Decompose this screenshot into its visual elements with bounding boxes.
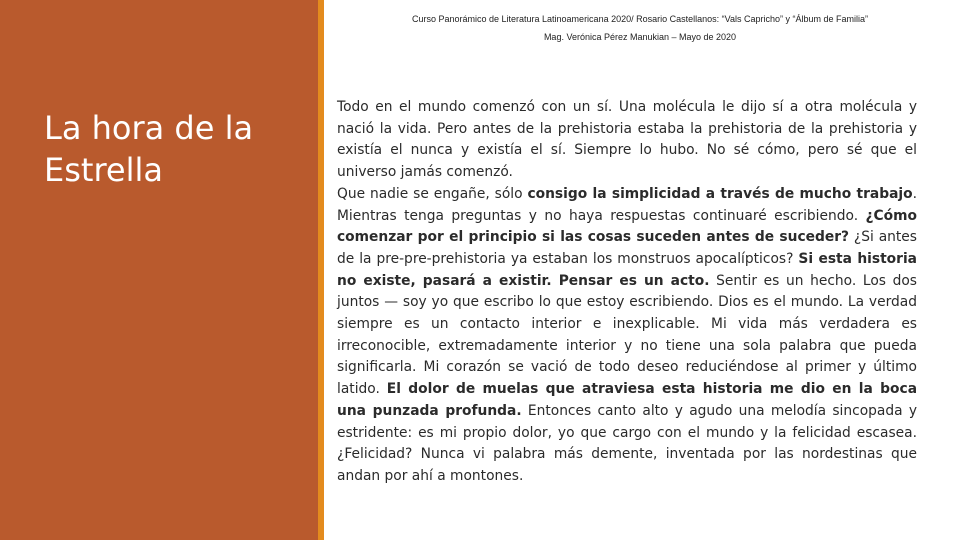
accent-bar [318, 0, 324, 540]
quote-segment: Sentir es un hecho. Los dos juntos — soy yo que escribo lo que estoy escribiendo. Dios es el mundo. La verdad siempre es un contacto interior e inexplicable. Mi vida más verdadera es irreconocible, extremadamente interior y no tiene una sola palabra que pueda significarla. Mi corazón se vació de todo deseo reduciéndose al primer y último latido. [337, 272, 917, 398]
quote-paragraph-1: Todo en el mundo comenzó con un sí. Una molécula le dijo sí a otra molécula y nació la vida. Pero antes de la prehistoria estaba la prehistoria de la prehistoria y existía el nunca y existía el sí. Siempre lo hubo. No sé cómo, pero sé que el universo jamás comenzó. [337, 99, 917, 181]
course-header-line: Curso Panorámico de Literatura Latinoamericana 2020/ Rosario Castellanos: “Vals Capricho” y “Álbum de Familia” [411, 14, 869, 24]
slide-header [360, 10, 920, 46]
quote-bold-segment: consigo la simplicidad a través de mucho trabajo [527, 185, 913, 202]
quote-segment: Entonces canto alto y agudo una melodía sincopada y estridente: es mi propio dolor, yo que cargo con el mundo y la felicidad escasea. ¿Felicidad? Nunca vi palabra más demente, inventada por las nordestinas que andan por ahí a montones. [337, 402, 917, 484]
title-panel [0, 0, 318, 540]
quote-segment: ¿Si antes de la pre-pre-prehistoria ya estaban los monstruos apocalípticos? [337, 229, 917, 267]
quote-bold-segment: El dolor de muelas que atraviesa esta historia me dio en la boca una punzada profunda. [337, 381, 917, 419]
quote-body [337, 97, 917, 488]
quote-segment: Que nadie se engañe, sólo [337, 185, 528, 202]
quote-paragraph-2 [337, 184, 917, 488]
slide-title: La hora de la Estrella [44, 109, 254, 189]
quote-bold-segment: ¿Cómo comenzar por el principio si las cosas suceden antes de suceder? [337, 207, 917, 246]
author-header-line: Mag. Verónica Pérez Manukian – Mayo de 2020 [543, 32, 737, 42]
quote-segment: . Mientras tenga preguntas y no haya respuestas continuaré escribiendo. [337, 185, 917, 224]
quote-bold-segment: Si esta historia no existe, pasará a existir. Pensar es un acto. [337, 250, 917, 289]
